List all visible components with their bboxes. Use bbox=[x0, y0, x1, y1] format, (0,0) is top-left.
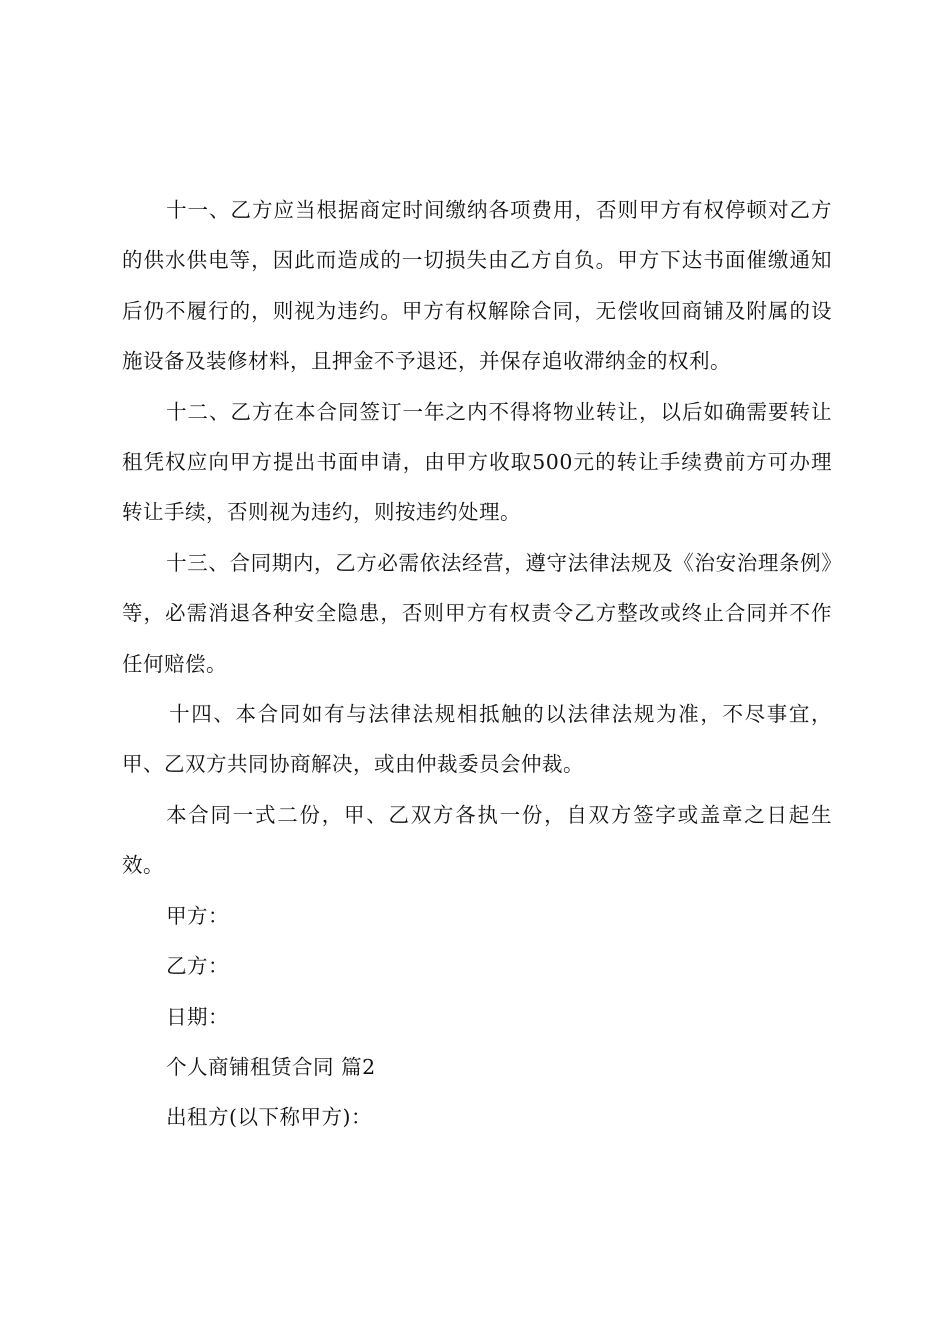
party-b-signature-line: 乙方： bbox=[166, 954, 230, 979]
date-line: 日期： bbox=[166, 1004, 230, 1029]
section-title: 个人商铺租赁合同 篇2 bbox=[166, 1054, 376, 1079]
lessor-line: 出租方(以下称甲方)： bbox=[166, 1105, 373, 1130]
clause-12-paragraph: 十二、乙方在本合同签订一年之内不得将物业转让，以后如确需要转让租凭权应向甲方提出书面申请，由甲方收取500元的转让手续费前方可办理转让手续，否则视为违约，则按违约处理。 bbox=[122, 399, 832, 525]
clause-14-paragraph: 十四、本合同如有与法律法规相抵触的以法律法规为准，不尽事宜，甲、乙双方共同协商解决，或由仲裁委员会仲裁。 bbox=[122, 702, 832, 777]
clause-11-paragraph: 十一、乙方应当根据商定时间缴纳各项费用，否则甲方有权停顿对乙方的供水供电等，因此而造成的一切损失由乙方自负。甲方下达书面催缴通知后仍不履行的，则视为违约。甲方有权解除合同，无偿收回商铺及附属的设施设备及装修材料，且押金不予退还，并保存追收滞纳金的权利。 bbox=[122, 198, 832, 374]
party-a-signature-line: 甲方： bbox=[166, 903, 230, 928]
clause-13-paragraph: 十三、合同期内，乙方必需依法经营，遵守法律法规及《治安治理条例》等，必需消退各种安全隐患，否则甲方有权责令乙方整改或终止合同并不作任何赔偿。 bbox=[122, 550, 832, 676]
copies-clause-paragraph: 本合同一式二份，甲、乙双方各执一份，自双方签字或盖章之日起生效。 bbox=[122, 802, 832, 878]
document-body bbox=[122, 185, 832, 1143]
